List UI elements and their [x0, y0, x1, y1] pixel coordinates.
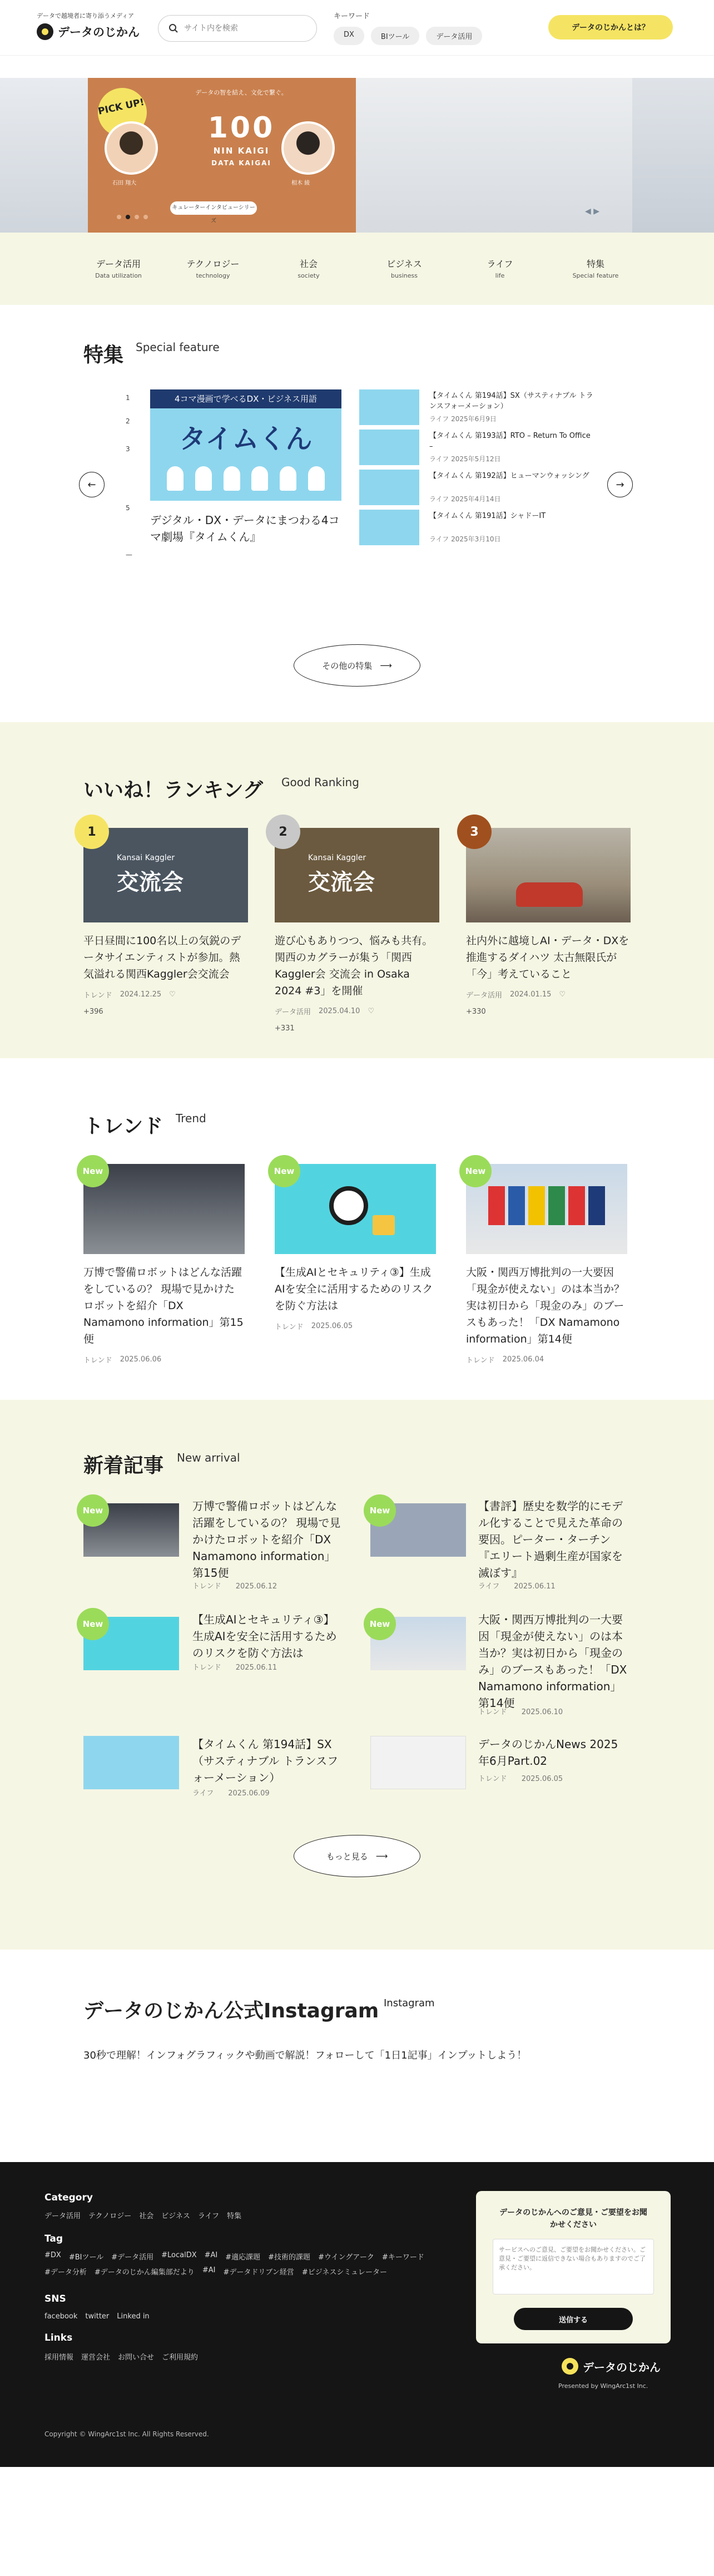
category-label-en: technology [196, 272, 230, 279]
article-title[interactable]: 万博で警備ロボットはどんな活躍をしているの？ 現場で見かけたロボットを紹介「DX Namamono information」第15便 [192, 1499, 341, 1580]
footer-link[interactable]: ライフ [197, 2212, 220, 2220]
thumbnail [359, 389, 419, 425]
feature-index: — [126, 551, 132, 559]
submit-button[interactable]: 送信する [514, 2308, 633, 2330]
magnifier-icon [329, 1186, 368, 1225]
category-item[interactable] [77, 257, 160, 279]
slide-dots [117, 215, 148, 219]
article-category[interactable]: トレンド [192, 1582, 221, 1591]
card-image [466, 828, 631, 922]
card-date: 2025.04.10 [319, 1007, 360, 1015]
card-date: 2025.06.06 [120, 1355, 162, 1364]
footer-link[interactable]: 特集 [227, 2212, 242, 2220]
footer-link[interactable]: ビジネス [161, 2212, 190, 2220]
category-label: 社会 [299, 259, 318, 269]
footer-heading: Links [44, 2332, 73, 2343]
feature-list-meta: ライフ 2025年3月10日 [429, 535, 501, 543]
site-tagline: データで越境者に寄り添うメディア [37, 12, 135, 19]
feature-title[interactable]: デジタル・DX・データにまつわる4コマ劇場『タイムくん』 [150, 514, 340, 544]
arrow-right-icon[interactable]: ▶ [593, 207, 600, 216]
feature-image-title: タイムくん [179, 423, 313, 455]
feature-characters [161, 461, 330, 491]
trend-card[interactable] [83, 1164, 248, 1365]
rank-badge: 2 [266, 815, 300, 849]
footer-logo[interactable] [562, 2358, 661, 2375]
article-category[interactable]: トレンド [478, 1775, 507, 1783]
hero-title-sub: NIN KAIGI [213, 146, 270, 156]
footer-tag[interactable]: #AI [204, 2251, 218, 2259]
footer-tag[interactable]: #適応課題 [225, 2253, 261, 2262]
category-label: 特集 [586, 259, 604, 269]
more-articles-button[interactable] [294, 1835, 420, 1877]
keyword-tag[interactable]: BIツール [371, 27, 420, 45]
feature-list-item[interactable] [359, 389, 593, 425]
article-meta [478, 1580, 556, 1591]
feedback-form [476, 2191, 671, 2343]
like-count: +330 [466, 1008, 486, 1016]
category-item[interactable] [363, 257, 446, 279]
feature-list-meta: ライフ 2025年6月9日 [429, 415, 497, 423]
feature-image[interactable] [150, 389, 341, 501]
logo-text: データのじかん [58, 26, 140, 39]
feature-list-title: 【タイムくん 第194話】SX（サスティナブル トランスフォーメーション） [429, 392, 593, 411]
new-badge: New [77, 1494, 109, 1527]
card-image-small: Kansai Kaggler [308, 853, 366, 862]
about-button[interactable]: データのじかんとは？ [548, 15, 673, 40]
footer-link[interactable]: ご利用規約 [162, 2353, 199, 2362]
arrow-left-icon: ← [87, 478, 96, 491]
category-label-en: Data utilization [95, 272, 142, 279]
article-title[interactable]: データのじかんNews 2025年6月Part.02 [478, 1738, 618, 1768]
thumbnail [359, 470, 419, 505]
card-category[interactable]: データ活用 [466, 991, 503, 1000]
footer-heading: Tag [44, 2233, 63, 2244]
article-date: 2025.06.09 [228, 1789, 270, 1798]
hero-prev-slide[interactable] [0, 78, 88, 233]
new-badge: New [268, 1155, 300, 1187]
footer-link[interactable]: お問い合せ [118, 2353, 155, 2362]
instagram-title: データのじかん公式Instagram [83, 2000, 379, 2022]
keyword-tags [334, 27, 482, 45]
category-item[interactable] [171, 257, 255, 279]
feature-index: 2 [126, 417, 130, 425]
card-title: 万博で警備ロボットはどんな活躍をしているの？ 現場で見かけたロボットを紹介「DX Namamono information」第15便 [83, 1266, 244, 1345]
article-meta [478, 1773, 563, 1783]
new-badge: New [77, 1155, 109, 1187]
footer-tag[interactable]: #BIツール [68, 2253, 104, 2262]
card-category[interactable]: トレンド [275, 1323, 304, 1331]
section-title-en: New arrival [177, 1451, 240, 1464]
more-features-label: その他の特集 [322, 660, 373, 671]
article-date: 2025.06.11 [235, 1664, 277, 1672]
feature-index: 3 [126, 445, 130, 453]
feature-list-item[interactable] [359, 470, 593, 505]
rank-badge: 1 [75, 815, 109, 849]
category-label-en: life [495, 272, 505, 279]
like-count: +396 [83, 1008, 103, 1016]
ranking-card[interactable] [466, 828, 631, 1016]
new-badge: New [459, 1155, 492, 1187]
category-item[interactable] [267, 257, 350, 279]
avatar [281, 121, 335, 175]
like-count: +331 [275, 1024, 295, 1033]
section-title: 特集 [83, 344, 124, 367]
feature-list-item[interactable] [359, 510, 593, 545]
site-logo[interactable] [37, 22, 140, 41]
footer-tags [44, 2251, 456, 2277]
card-category[interactable]: トレンド [83, 991, 112, 1000]
new-badge: New [77, 1608, 109, 1640]
slide-dot[interactable] [143, 215, 148, 219]
category-label: ビジネス [386, 259, 422, 269]
article-date: 2025.06.05 [521, 1775, 563, 1783]
card-title: 社内外に越境しAI・データ・DXを推進するダイハツ 太古無限氏が「今」考えていること [466, 935, 629, 980]
section-title-en: Special feature [136, 340, 220, 354]
avatar [105, 121, 158, 175]
feature-list-title: 【タイムくん 第191話】シャドーIT [429, 512, 546, 520]
footer-tag[interactable]: #データドリブン経営 [223, 2268, 294, 2277]
category-item[interactable] [554, 257, 637, 279]
feedback-title: データのじかんへのご意見・ご要望をお聞かせください [499, 2208, 647, 2229]
card-date: 2024.01.15 [510, 990, 552, 999]
section-title: トレンド [83, 1115, 163, 1138]
article-category[interactable]: ライフ [478, 1582, 500, 1591]
category-item[interactable] [458, 257, 542, 279]
carousel-prev-button[interactable] [79, 472, 105, 497]
card-image-text: 交流会 [308, 870, 375, 895]
feature-index: 5 [126, 504, 130, 512]
feature-list-title: 【タイムくん 第193話】RTO – Return To Office – [429, 432, 591, 451]
article-meta [478, 1706, 563, 1716]
more-features-button[interactable] [294, 644, 420, 687]
article-category[interactable]: トレンド [192, 1664, 221, 1672]
ranking-card[interactable] [275, 828, 439, 1033]
feedback-textarea[interactable] [493, 2239, 654, 2294]
facebook-link[interactable]: facebook [44, 2312, 78, 2321]
slide-dot[interactable] [135, 215, 139, 219]
footer-categories [44, 2210, 241, 2220]
feature-index: 1 [126, 394, 130, 402]
footer-sns [44, 2312, 150, 2321]
card-title: 遊び心もありつつ、悩みも共有。関西のカグラーが集う「関西Kaggler会 交流会 in Osaka 2024 #3」を開催 [275, 935, 433, 997]
thumbnail [359, 430, 419, 465]
carousel-next-button[interactable] [607, 472, 633, 497]
card-date: 2025.06.04 [502, 1355, 544, 1364]
feature-list-meta: ライフ 2025年5月12日 [429, 455, 501, 463]
heart-icon[interactable]: ♡ [368, 1007, 375, 1015]
slide-dot[interactable] [126, 215, 130, 219]
keyword-tag[interactable]: データ活用 [426, 27, 482, 45]
card-title: 大阪・関西万博批判の一大要因「現金が使えない」のは本当か？実は初日から「現金のみ」のブースもあった！「DX Namamono information」第14便 [466, 1266, 625, 1345]
article-category[interactable]: ライフ [192, 1789, 214, 1798]
feature-list-item[interactable] [359, 430, 593, 465]
person-name: 石田 翔大 [112, 180, 137, 186]
hero-arrows [585, 207, 599, 216]
car-image [516, 882, 583, 907]
footer-link[interactable]: データ活用 [44, 2212, 81, 2220]
feature-image-caption: 4コマ漫画で学べるDX・ビジネス用語 [150, 389, 341, 408]
card-image [83, 828, 248, 922]
article-title[interactable]: 【生成AIとセキュリティ③】生成AIを安全に活用するためのリスクを防ぐ方法は [192, 1613, 337, 1660]
article-meta [192, 1661, 277, 1672]
trend-card[interactable] [466, 1164, 631, 1365]
footer-tag[interactable]: #キーワード [381, 2253, 424, 2262]
article-meta [192, 1787, 270, 1798]
card-date: 2025.06.05 [311, 1322, 353, 1330]
article-date: 2025.06.12 [235, 1582, 277, 1591]
article-title[interactable]: 【タイムくん 第194話】SX（サスティナブル トランスフォーメーション） [192, 1738, 339, 1784]
search-input[interactable] [184, 24, 306, 33]
card-category[interactable]: トレンド [466, 1356, 495, 1365]
article-date: 2025.06.10 [521, 1708, 563, 1716]
category-label-en: business [391, 272, 418, 279]
instagram-text: 30秒で理解！インフォグラフィックや動画で解説！フォローして「1日1記事」インプットしよう！ [83, 2050, 527, 2061]
slide-dot[interactable] [117, 215, 121, 219]
section-title: いいね！ランキング [83, 779, 263, 802]
more-articles-label: もっと見る [326, 1851, 368, 1862]
person-name: 相木 綾 [291, 180, 310, 186]
footer-tag[interactable]: #LocalDX [161, 2251, 197, 2259]
heart-icon[interactable]: ♡ [559, 990, 566, 999]
footer-heading: SNS [44, 2293, 66, 2304]
new-badge: New [364, 1494, 396, 1527]
hero-title-number: 100 [207, 111, 275, 145]
keyword-label: キーワード [334, 12, 370, 21]
footer-link[interactable]: 運営会社 [81, 2353, 111, 2362]
footer-logo-text: データのじかん [583, 2360, 661, 2374]
logo-mark-icon [37, 23, 53, 40]
footer-tag[interactable]: #DX [44, 2251, 61, 2259]
thumbnail [359, 510, 419, 545]
footer-tag[interactable]: #データのじかん編集部だより [94, 2268, 195, 2277]
instagram-title-en: Instagram [384, 1997, 435, 2009]
footer-tag[interactable]: #ウイングアーク [318, 2253, 374, 2262]
card-category[interactable]: データ活用 [275, 1008, 311, 1016]
logo-mark-icon [562, 2358, 578, 2375]
twitter-link[interactable]: twitter [85, 2312, 110, 2321]
heart-icon[interactable]: ♡ [169, 990, 176, 999]
presented-by: Presented by WingArc1st Inc. [558, 2382, 648, 2390]
search-icon [168, 23, 178, 33]
category-label-en: Special feature [572, 272, 619, 279]
category-label: テクノロジー [186, 259, 240, 269]
hero-series-label: キュレーターインタビューシリーズ [170, 201, 257, 215]
footer-tag[interactable]: #技術的課題 [268, 2253, 311, 2262]
arrow-left-icon[interactable]: ◀ [585, 207, 591, 216]
flags-image [488, 1186, 605, 1225]
article-date: 2025.06.11 [514, 1582, 556, 1591]
category-label-en: society [298, 272, 320, 279]
footer-heading: Category [44, 2192, 93, 2203]
arrow-right-icon: ⟶ [380, 660, 392, 670]
card-date: 2024.12.25 [120, 990, 162, 999]
section-title-en: Trend [176, 1112, 206, 1125]
hero-next-slide[interactable] [632, 78, 714, 233]
footer-link[interactable]: 採用情報 [44, 2353, 74, 2362]
hero-caption: データの智を結え、文化で繋ぐ。 [195, 89, 287, 96]
footer-tag[interactable]: #データ活用 [111, 2253, 154, 2262]
article-meta [192, 1580, 277, 1591]
footer-tag[interactable]: #データ分析 [44, 2268, 87, 2277]
card-title: 【生成AIとセキュリティ③】生成AIを安全に活用するためのリスクを防ぐ方法は [275, 1266, 433, 1312]
footer-tag[interactable]: #AI [202, 2266, 216, 2274]
arrow-right-icon: ⟶ [375, 1851, 388, 1861]
card-image-text: 交流会 [117, 870, 184, 895]
footer-link[interactable]: 社会 [139, 2212, 154, 2220]
article-title[interactable]: 大阪・関西万博批判の一大要因「現金が使えない」のは本当か？実は初日から「現金のみ」のブースもあった！「DX Namamono information」第14便 [478, 1613, 627, 1710]
category-label: ライフ [487, 259, 513, 269]
rank-badge: 3 [457, 815, 492, 849]
pickup-badge: PICK UP! [93, 83, 151, 141]
card-image [275, 828, 439, 922]
trend-card[interactable] [275, 1164, 439, 1331]
footer-links [44, 2351, 198, 2362]
footer-link[interactable]: テクノロジー [88, 2212, 132, 2220]
ranking-card[interactable] [83, 828, 248, 1016]
hero-title-sub2: DATA KAIGAI [211, 159, 271, 167]
new-badge: New [364, 1608, 396, 1640]
lock-icon [373, 1215, 395, 1235]
search-box[interactable] [158, 15, 317, 42]
arrow-right-icon: → [616, 478, 624, 491]
keyword-tag[interactable]: DX [334, 27, 364, 45]
card-title: 平日昼間に100名以上の気鋭のデータサイエンティストが参加。熱気溢れる関西Kaggler会交流会 [83, 935, 241, 980]
feature-list-title: 【タイムくん 第192話】ヒューマンウォッシング [429, 472, 589, 480]
thumbnail[interactable] [83, 1736, 179, 1789]
article-category[interactable]: トレンド [478, 1708, 507, 1716]
copyright: Copyright © WingArc1st Inc. All Rights Reserved. [44, 2430, 209, 2438]
card-category[interactable]: トレンド [83, 1356, 112, 1365]
footer-tag[interactable]: #ビジネスシミュレーター [301, 2268, 388, 2277]
section-title: 新着記事 [83, 1454, 164, 1477]
linkedin-link[interactable]: Linked in [117, 2312, 150, 2321]
section-title-en: Good Ranking [281, 776, 359, 789]
category-label: データ活用 [96, 259, 141, 269]
feature-list-meta: ライフ 2025年4月14日 [429, 495, 501, 503]
article-title[interactable]: 【書評】歴史を数学的にモデル化することで見えた革命の要因。ピーター・ターチン『エリート過剰生産が国家を滅ぼす』 [478, 1499, 623, 1580]
card-image-small: Kansai Kaggler [117, 853, 175, 862]
thumbnail[interactable] [370, 1736, 466, 1789]
